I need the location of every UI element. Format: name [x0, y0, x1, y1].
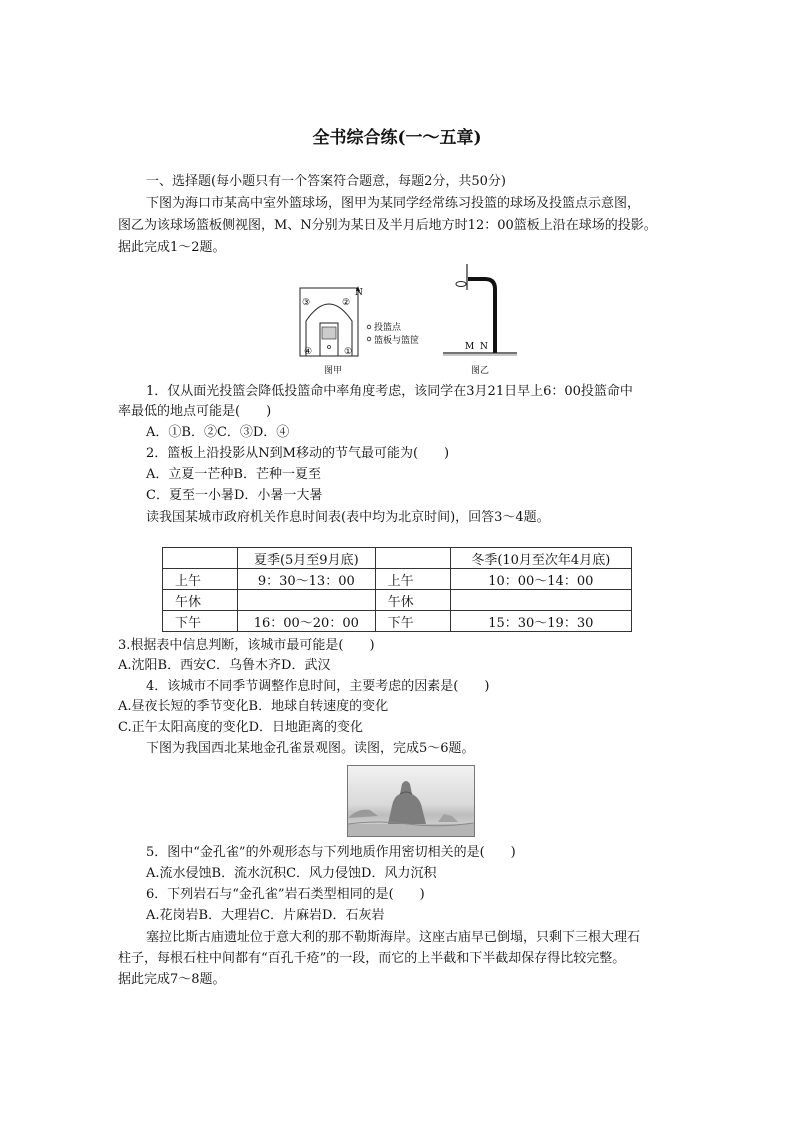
table-row: [163, 611, 632, 632]
point-1-label: ①: [344, 347, 353, 357]
figure-b-caption: 图乙: [471, 366, 490, 376]
legend-shooting-point: 投篮点: [374, 323, 402, 333]
figure-a-caption: 图甲: [324, 366, 343, 376]
q2-stem: 2．篮板上沿投影从N到M移动的节气最可能为( ): [146, 446, 450, 461]
table-cell: 下午: [375, 611, 450, 632]
schedule-table: [162, 547, 632, 632]
q5-options: A.流水侵蚀B．流水沉积C．风力侵蚀D．风力沉积: [146, 866, 437, 881]
intro-3-4: 读我国某城市政府机关作息时间表(表中均为北京时间)，回答3～4题。: [146, 510, 550, 525]
q4-options-line1: A.昼夜长短的季节变化B．地球自转速度的变化: [118, 699, 389, 714]
golden-peacock-landscape-photo: [347, 765, 475, 837]
table-cell: 16：00～20：00: [238, 611, 376, 632]
shadow-n-label: N: [480, 342, 488, 352]
table-cell: 10：00～14：00: [450, 569, 631, 590]
table-cell: 15：30～19：30: [450, 611, 631, 632]
shadow-m-label: M: [465, 342, 475, 352]
q1-stem-line2: 率最低的地点可能是( ): [118, 404, 272, 419]
point-4-label: ④: [304, 347, 313, 357]
table-row: [163, 569, 632, 590]
q4-options-line2: C.正午太阳高度的变化D．日地距离的变化: [118, 720, 364, 735]
rock-formation-image: [348, 766, 474, 836]
north-label: N: [355, 288, 363, 298]
table-row: [163, 590, 632, 611]
table-header-winter: 冬季(10月至次年4月底): [450, 548, 631, 569]
q1-stem-line1: 1．仅从面光投篮会降低投篮命中率角度考虑，该同学在3月21日早上6：00投篮命中: [146, 384, 633, 399]
section-heading: 一、选择题(每小题只有一个答案符合题意，每题2分，共50分): [146, 174, 506, 189]
q4-stem: 4．该城市不同季节调整作息时间，主要考虑的因素是( ): [146, 679, 490, 694]
q6-stem: 6．下列岩石与“金孔雀”岩石类型相同的是( ): [146, 887, 425, 902]
table-cell: 9：30～13：00: [238, 569, 376, 590]
page-title: 全书综合练(一～五章): [312, 128, 482, 148]
table-cell: [163, 548, 238, 569]
q3-stem: 3.根据表中信息判断，该城市最可能是( ): [118, 638, 375, 653]
legend-backboard: 篮板与篮筐: [374, 336, 420, 346]
q6-options: A.花岗岩B．大理岩C．片麻岩D．石灰岩: [146, 908, 385, 923]
intro-5-6: 下图为我国西北某地金孔雀景观图。读图，完成5～6题。: [146, 741, 475, 756]
intro-1-2-line2: 图乙为该球场篮板侧视图，M、N分别为某日及半月后地方时12：00篮板上沿在球场的投影。: [118, 218, 657, 233]
q2-options-line2: C．夏至一小暑D．小暑一大暑: [146, 488, 323, 503]
table-cell: 上午: [375, 569, 450, 590]
table-row: [163, 548, 632, 569]
table-cell: [238, 590, 376, 611]
intro-7-8-line2: 柱子，每根石柱中间都有“百孔千疮”的一段，而它的上半截和下半截却保存得比较完整。: [118, 951, 626, 966]
intro-1-2-line3: 据此完成1～2题。: [118, 240, 226, 255]
table-cell: 上午: [163, 569, 238, 590]
table-cell: 午休: [163, 590, 238, 611]
point-2-label: ②: [342, 298, 351, 308]
table-cell: [375, 548, 450, 569]
table-header-summer: 夏季(5月至9月底): [238, 548, 376, 569]
point-3-label: ③: [302, 298, 311, 308]
figure-b-backboard-side-view: [435, 260, 525, 360]
table-cell: [450, 590, 631, 611]
q1-options: A．①B．②C．③D．④: [146, 425, 290, 440]
intro-1-2-line1: 下图为海口市某高中室外篮球场，图甲为某同学经常练习投篮的球场及投篮点示意图，: [146, 196, 641, 211]
intro-7-8-line3: 据此完成7～8题。: [118, 972, 226, 987]
q3-options: A.沈阳B．西安C．乌鲁木齐D．武汉: [118, 658, 331, 673]
q5-stem: 5．图中“金孔雀”的外观形态与下列地质作用密切相关的是( ): [146, 845, 516, 860]
table-cell: 下午: [163, 611, 238, 632]
table-cell: 午休: [375, 590, 450, 611]
q2-options-line1: A．立夏一芒种B．芒种一夏至: [146, 467, 321, 482]
figure-a-court-diagram: [290, 283, 440, 373]
intro-7-8-line1: 塞拉比斯古庙遗址位于意大利的那不勒斯海岸。这座古庙早已倒塌，只剩下三根大理石: [146, 930, 641, 945]
